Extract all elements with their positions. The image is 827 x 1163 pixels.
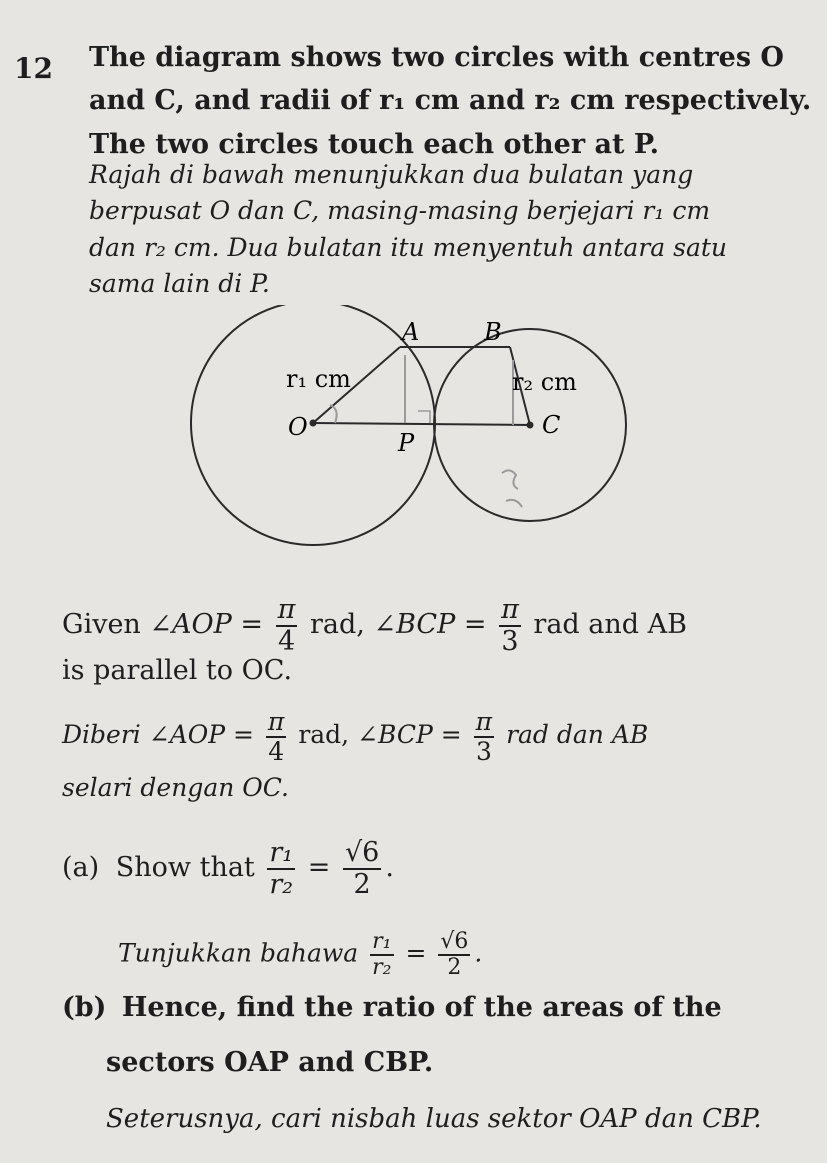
centre-o-dot <box>310 420 317 427</box>
frac-pi-over-3 <box>499 595 521 656</box>
full-stop: . <box>474 938 483 968</box>
frac-num: π <box>475 707 493 736</box>
intro-ms-line-2: berpusat O dan C, masing-masing berjejari r₁ cm <box>89 196 711 225</box>
label-p: P <box>398 429 415 457</box>
label-b: B <box>484 318 502 346</box>
label-r2: r₂ cm <box>512 368 577 396</box>
given-ms-prefix: Diberi <box>62 720 141 749</box>
given-ms-rad-1: rad, <box>298 720 350 749</box>
frac-pi-over-4 <box>276 595 298 656</box>
full-stop: . <box>385 852 394 884</box>
given-en-line-2: is parallel to OC. <box>62 655 293 686</box>
equals-sign: = <box>405 938 427 968</box>
question-number: 12 <box>14 52 53 85</box>
frac-pi-over-3-ms <box>474 708 494 765</box>
label-o: O <box>288 413 308 441</box>
part-a-label: (a) <box>62 852 100 884</box>
given-ms-line-2: selari dengan OC. <box>62 773 289 802</box>
frac-num: r₁ <box>370 930 393 956</box>
given-ms-angle-bcp: ∠BCP = <box>357 720 462 749</box>
frac-num: r₁ <box>269 837 294 868</box>
part-b-ms: Seterusnya, cari nisbah luas sektor OAP dan CBP. <box>106 1104 762 1134</box>
part-b-label: (b) <box>62 992 107 1023</box>
intro-en-line-1: The diagram shows two circles with centres O <box>89 42 784 73</box>
given-rad-1: rad, <box>310 609 365 641</box>
pencil-scribble <box>502 470 522 507</box>
pencil-right-angle-mark <box>418 411 430 423</box>
frac-num: π <box>267 707 285 736</box>
frac-r1-over-r2-ms <box>370 930 393 980</box>
frac-den: r₂ <box>372 955 392 981</box>
frac-num: π <box>501 594 519 625</box>
part-b-en-text-1: Hence, find the ratio of the areas of the <box>121 992 722 1023</box>
given-ms-line-1 <box>62 708 648 765</box>
part-b-en-line-1 <box>62 992 722 1023</box>
intro-ms-line-3: dan r₂ cm. Dua bulatan itu menyentuh antara satu <box>89 233 728 262</box>
line-oc <box>313 423 530 425</box>
intro-en-line-2: and C, and radii of r₁ cm and r₂ cm respectively. <box>89 85 812 116</box>
centre-c-dot <box>527 422 534 429</box>
frac-num: √6 <box>344 837 380 868</box>
frac-pi-over-4-ms <box>266 708 286 765</box>
part-a-en-text: Show that <box>115 852 255 884</box>
frac-den: 2 <box>447 955 462 981</box>
intro-en-line-3: The two circles touch each other at P. <box>89 129 660 160</box>
frac-den: 4 <box>268 736 285 766</box>
frac-den: 2 <box>353 868 371 900</box>
given-angle-aop: ∠AOP = <box>149 609 264 641</box>
frac-num: √6 <box>438 930 470 956</box>
part-a-ms-text: Tunjukkan bahawa <box>118 938 359 968</box>
frac-den: r₂ <box>269 868 294 900</box>
part-a-ms <box>118 930 482 980</box>
part-a-en <box>62 838 394 899</box>
frac-den: 3 <box>501 625 519 657</box>
frac-num: π <box>277 594 296 625</box>
frac-sqrt6-over-2-ms <box>438 930 470 980</box>
given-rad-2-en: rad and AB <box>533 609 687 641</box>
part-b-en-line-2: sectors OAP and CBP. <box>106 1047 434 1078</box>
label-r1: r₁ cm <box>286 365 351 393</box>
label-a: A <box>402 318 420 346</box>
two-circles-diagram <box>190 305 650 565</box>
given-ms-rad-2: rad dan AB <box>506 720 649 749</box>
intro-ms-line-4: sama lain di P. <box>89 269 270 298</box>
label-c: C <box>542 411 561 439</box>
given-en-prefix: Given <box>62 609 141 641</box>
given-angle-bcp: ∠BCP = <box>373 609 487 641</box>
given-ms-angle-aop: ∠AOP = <box>148 720 254 749</box>
equals-sign: = <box>307 852 331 884</box>
frac-den: 3 <box>475 736 492 766</box>
frac-r1-over-r2 <box>267 838 295 899</box>
frac-sqrt6-over-2 <box>343 838 381 899</box>
frac-den: 4 <box>277 625 296 657</box>
intro-ms-line-1: Rajah di bawah menunjukkan dua bulatan yang <box>89 160 694 189</box>
given-en-line-1 <box>62 595 687 656</box>
